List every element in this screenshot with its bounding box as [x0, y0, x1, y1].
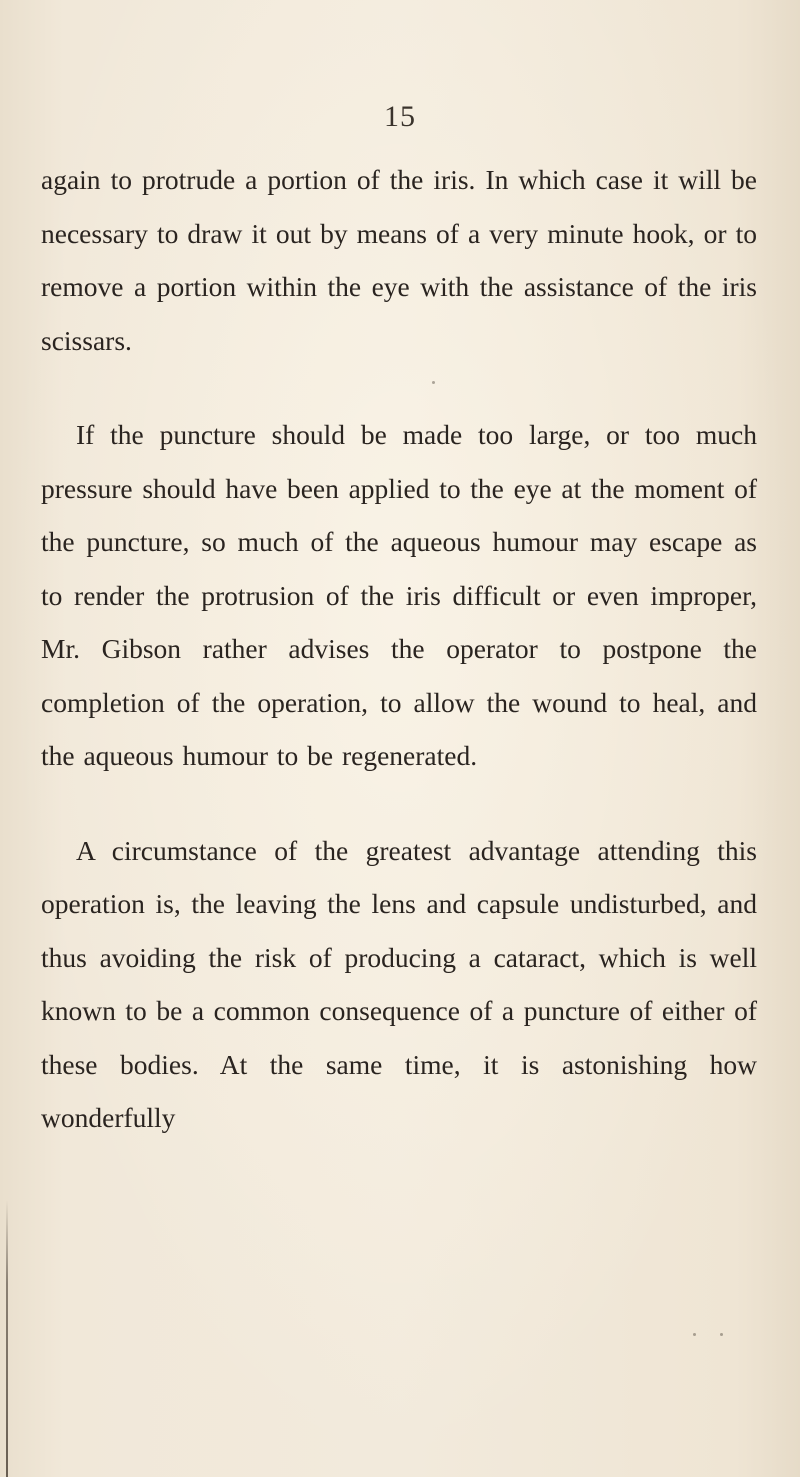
page-number: 15: [384, 100, 416, 133]
paper-speck: [693, 1333, 696, 1336]
paper-speck: [432, 381, 435, 384]
paper-speck: [720, 1333, 723, 1336]
paragraph-1: again to protrude a portion of the iris. In which case it will be necessary to draw it out by means of a very minute hook, or to remove a portion within the eye with the assistance of the iris scissars.: [41, 164, 757, 356]
paragraph-3: A circumstance of the greatest advantage attending this operation is, the leaving the lens and capsule undisturbed, and thus avoiding the risk of producing a cataract, which is well known to be a common consequence of a puncture of either of these bodies. At the same time, it is astonishing how wonderfully: [41, 834, 757, 1133]
binding-edge-shadow: [6, 1200, 8, 1477]
body-text: [41, 153, 757, 1145]
paragraph-2: If the puncture should be made too large, or too much pressure should have been applied to the eye at the moment of the puncture, so much of the aqueous humour may escape as to render the protrusion of the iris difficult or even improper, Mr. Gibson rather advises the operator to postpone the completion of the operation, to allow the wound to heal, and the aqueous humour to be regenerated.: [41, 419, 757, 771]
